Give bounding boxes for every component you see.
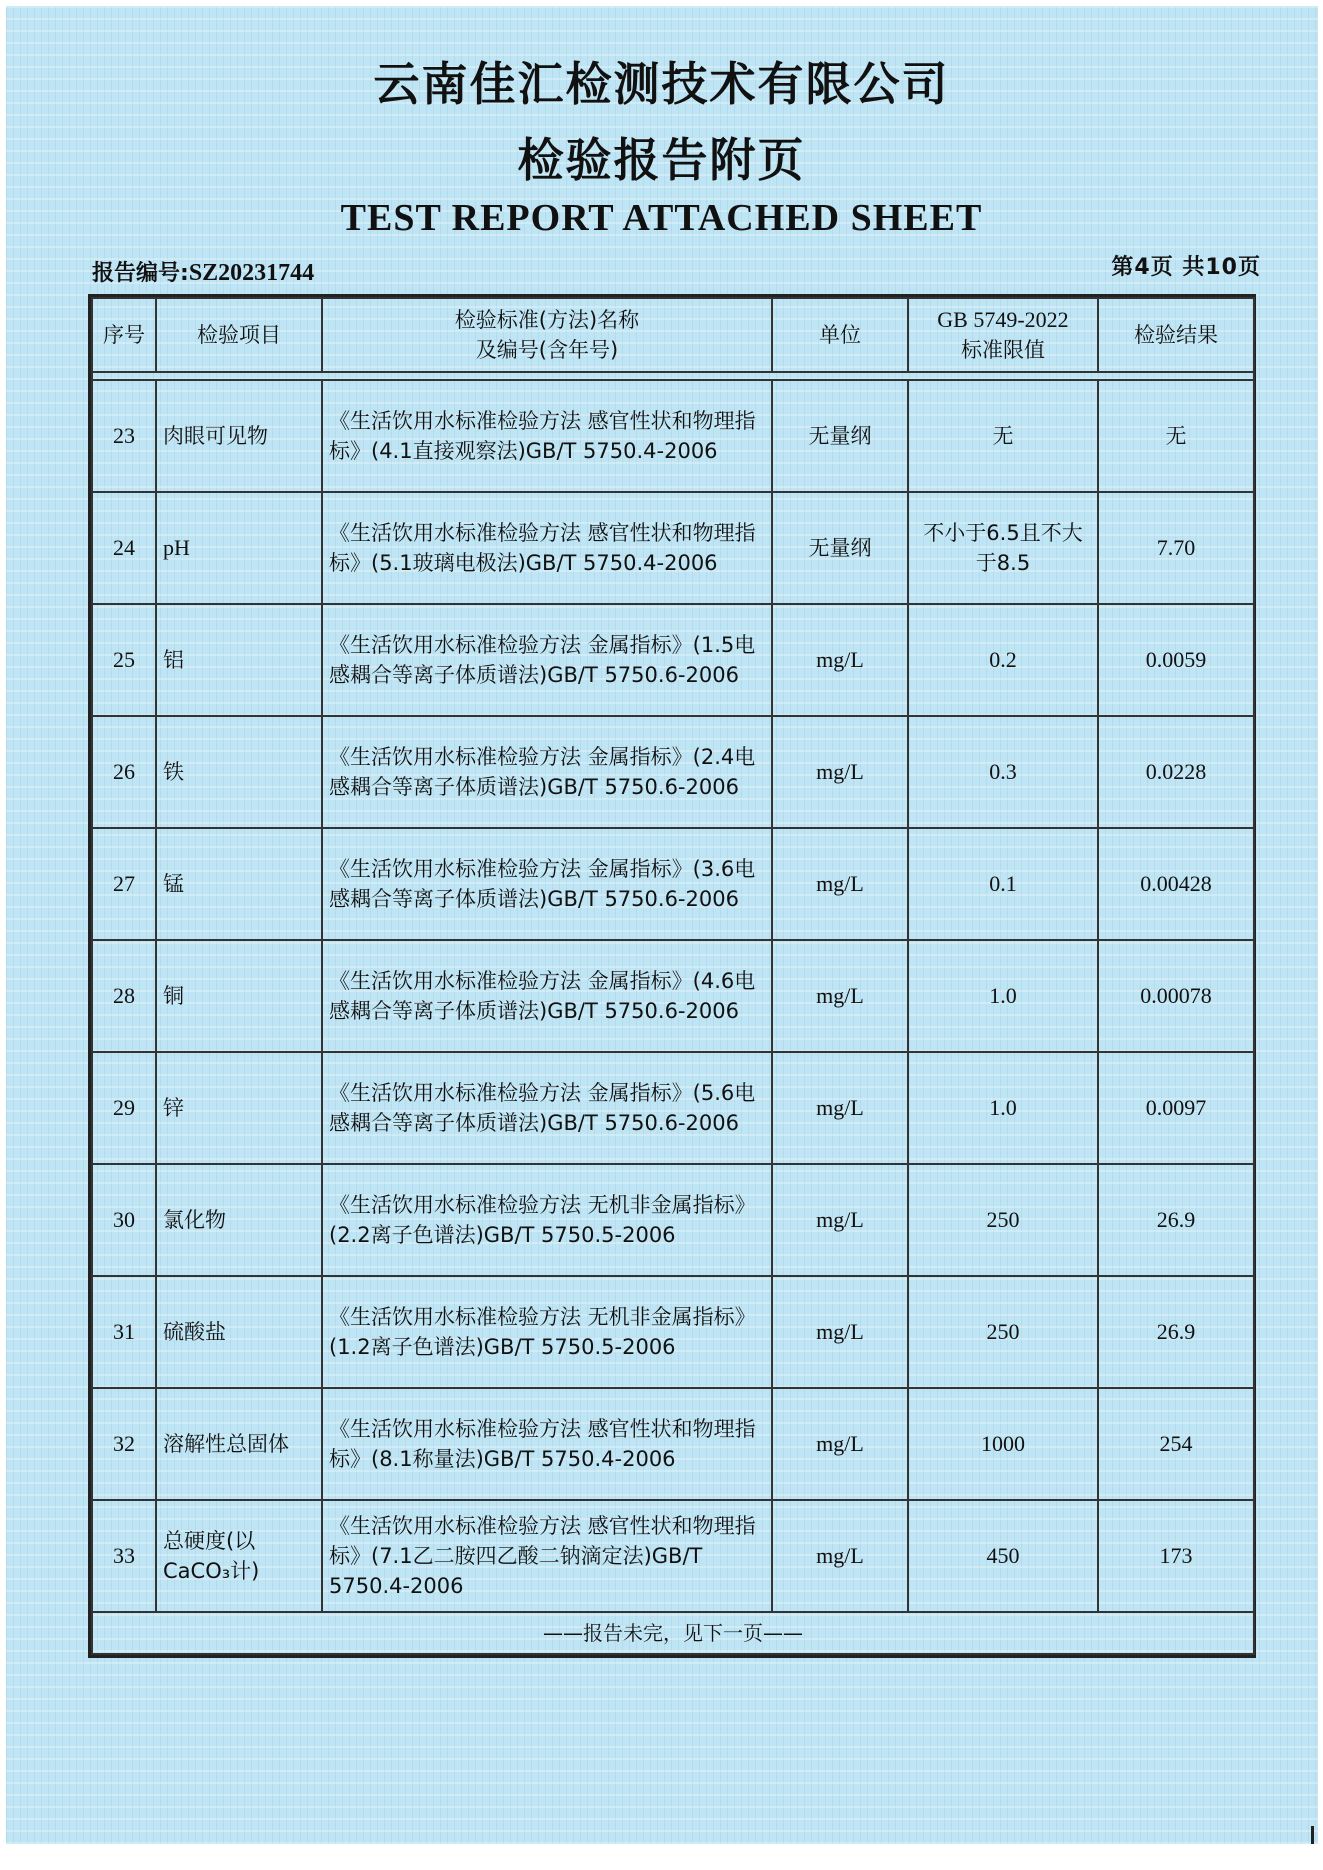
row-method: 《生活饮用水标准检验方法 感官性状和物理指标》(8.1称量法)GB/T 5750.4-2006 bbox=[322, 1388, 772, 1500]
header-method-line1: 检验标准(方法)名称 bbox=[454, 308, 640, 332]
row-item: 肉眼可见物 bbox=[156, 380, 322, 492]
row-seq: 26 bbox=[92, 716, 156, 828]
row-limit: 450 bbox=[908, 1500, 1098, 1612]
row-unit: mg/L bbox=[772, 828, 908, 940]
row-method: 《生活饮用水标准检验方法 金属指标》(2.4电感耦合等离子体质谱法)GB/T 5750.6-2006 bbox=[322, 716, 772, 828]
table-row bbox=[92, 1052, 1254, 1164]
header-limit-line2: 标准限值 bbox=[961, 338, 1045, 362]
row-seq: 28 bbox=[92, 940, 156, 1052]
row-item: pH bbox=[156, 492, 322, 604]
row-result: 254 bbox=[1098, 1388, 1254, 1500]
row-result: 173 bbox=[1098, 1500, 1254, 1612]
row-result: 0.00078 bbox=[1098, 940, 1254, 1052]
row-method: 《生活饮用水标准检验方法 金属指标》(4.6电感耦合等离子体质谱法)GB/T 5750.6-2006 bbox=[322, 940, 772, 1052]
row-method: 《生活饮用水标准检验方法 感官性状和物理指标》(4.1直接观察法)GB/T 5750.4-2006 bbox=[322, 380, 772, 492]
row-unit: mg/L bbox=[772, 604, 908, 716]
header-limit bbox=[908, 298, 1098, 372]
row-item: 硫酸盐 bbox=[156, 1276, 322, 1388]
row-unit: mg/L bbox=[772, 1276, 908, 1388]
row-result: 26.9 bbox=[1098, 1276, 1254, 1388]
scan-edge-mark bbox=[1311, 1826, 1314, 1844]
row-seq: 30 bbox=[92, 1164, 156, 1276]
company-title: 云南佳汇检测技术有限公司 bbox=[373, 57, 950, 111]
row-limit: 250 bbox=[908, 1164, 1098, 1276]
row-limit: 0.2 bbox=[908, 604, 1098, 716]
row-unit: 无量纲 bbox=[772, 492, 908, 604]
row-unit: mg/L bbox=[772, 1052, 908, 1164]
table-row bbox=[92, 604, 1254, 716]
row-method: 《生活饮用水标准检验方法 感官性状和物理指标》(5.1玻璃电极法)GB/T 5750.4-2006 bbox=[322, 492, 772, 604]
row-result: 26.9 bbox=[1098, 1164, 1254, 1276]
row-result: 0.0228 bbox=[1098, 716, 1254, 828]
row-limit: 无 bbox=[908, 380, 1098, 492]
table-header-row bbox=[92, 298, 1254, 372]
row-limit: 1.0 bbox=[908, 1052, 1098, 1164]
row-limit: 0.3 bbox=[908, 716, 1098, 828]
row-method: 《生活饮用水标准检验方法 金属指标》(5.6电感耦合等离子体质谱法)GB/T 5750.6-2006 bbox=[322, 1052, 772, 1164]
header-gap bbox=[92, 372, 1254, 380]
row-item: 铜 bbox=[156, 940, 322, 1052]
english-title: TEST REPORT ATTACHED SHEET bbox=[340, 197, 983, 239]
row-item: 溶解性总固体 bbox=[156, 1388, 322, 1500]
row-item: 铁 bbox=[156, 716, 322, 828]
report-number bbox=[92, 256, 314, 287]
row-unit: 无量纲 bbox=[772, 380, 908, 492]
row-seq: 25 bbox=[92, 604, 156, 716]
row-result: 0.0059 bbox=[1098, 604, 1254, 716]
row-method: 《生活饮用水标准检验方法 金属指标》(1.5电感耦合等离子体质谱法)GB/T 5750.6-2006 bbox=[322, 604, 772, 716]
row-unit: mg/L bbox=[772, 1500, 908, 1612]
row-result: 0.00428 bbox=[1098, 828, 1254, 940]
header-seq: 序号 bbox=[92, 298, 156, 372]
results-table bbox=[91, 297, 1255, 1655]
table-row bbox=[92, 1388, 1254, 1500]
row-unit: mg/L bbox=[772, 1388, 908, 1500]
row-seq: 24 bbox=[92, 492, 156, 604]
row-item: 锌 bbox=[156, 1052, 322, 1164]
header-result: 检验结果 bbox=[1098, 298, 1254, 372]
row-item: 氯化物 bbox=[156, 1164, 322, 1276]
header-method-line2: 及编号(含年号) bbox=[475, 338, 619, 362]
table-row bbox=[92, 716, 1254, 828]
page-indicator: 第4页 共10页 bbox=[1111, 255, 1261, 280]
table-row bbox=[92, 828, 1254, 940]
continued-note: ——报告未完，见下一页—— bbox=[92, 1612, 1254, 1654]
header-unit: 单位 bbox=[772, 298, 908, 372]
table-row bbox=[92, 1164, 1254, 1276]
row-seq: 32 bbox=[92, 1388, 156, 1500]
row-seq: 29 bbox=[92, 1052, 156, 1164]
results-table-frame bbox=[88, 294, 1256, 1658]
table-row bbox=[92, 380, 1254, 492]
table-row bbox=[92, 492, 1254, 604]
report-number-value: SZ20231744 bbox=[188, 260, 315, 286]
row-method: 《生活饮用水标准检验方法 感官性状和物理指标》(7.1乙二胺四乙酸二钠滴定法)GB/T 5750.4-2006 bbox=[322, 1500, 772, 1612]
row-limit: 不小于6.5且不大于8.5 bbox=[908, 492, 1098, 604]
header-gap-cell bbox=[92, 372, 1254, 380]
row-seq: 23 bbox=[92, 380, 156, 492]
row-unit: mg/L bbox=[772, 940, 908, 1052]
row-result: 7.70 bbox=[1098, 492, 1254, 604]
row-seq: 27 bbox=[92, 828, 156, 940]
row-seq: 31 bbox=[92, 1276, 156, 1388]
row-item: 锰 bbox=[156, 828, 322, 940]
row-limit: 250 bbox=[908, 1276, 1098, 1388]
report-number-label: 报告编号: bbox=[92, 261, 189, 286]
row-method: 《生活饮用水标准检验方法 金属指标》(3.6电感耦合等离子体质谱法)GB/T 5750.6-2006 bbox=[322, 828, 772, 940]
table-footer-row bbox=[92, 1612, 1254, 1654]
header-limit-line1: GB 5749-2022 bbox=[937, 307, 1069, 332]
row-unit: mg/L bbox=[772, 716, 908, 828]
table-row bbox=[92, 940, 1254, 1052]
sheet-subtitle: 检验报告附页 bbox=[517, 133, 806, 187]
row-unit: mg/L bbox=[772, 1164, 908, 1276]
row-seq: 33 bbox=[92, 1500, 156, 1612]
header-item: 检验项目 bbox=[156, 298, 322, 372]
row-item: 总硬度(以CaCO₃计) bbox=[156, 1500, 322, 1612]
row-limit: 0.1 bbox=[908, 828, 1098, 940]
row-result: 无 bbox=[1098, 380, 1254, 492]
table-row bbox=[92, 1276, 1254, 1388]
header-method bbox=[322, 298, 772, 372]
row-item: 铝 bbox=[156, 604, 322, 716]
row-limit: 1.0 bbox=[908, 940, 1098, 1052]
row-limit: 1000 bbox=[908, 1388, 1098, 1500]
row-result: 0.0097 bbox=[1098, 1052, 1254, 1164]
table-row bbox=[92, 1500, 1254, 1612]
row-method: 《生活饮用水标准检验方法 无机非金属指标》(1.2离子色谱法)GB/T 5750.5-2006 bbox=[322, 1276, 772, 1388]
row-method: 《生活饮用水标准检验方法 无机非金属指标》(2.2离子色谱法)GB/T 5750.5-2006 bbox=[322, 1164, 772, 1276]
